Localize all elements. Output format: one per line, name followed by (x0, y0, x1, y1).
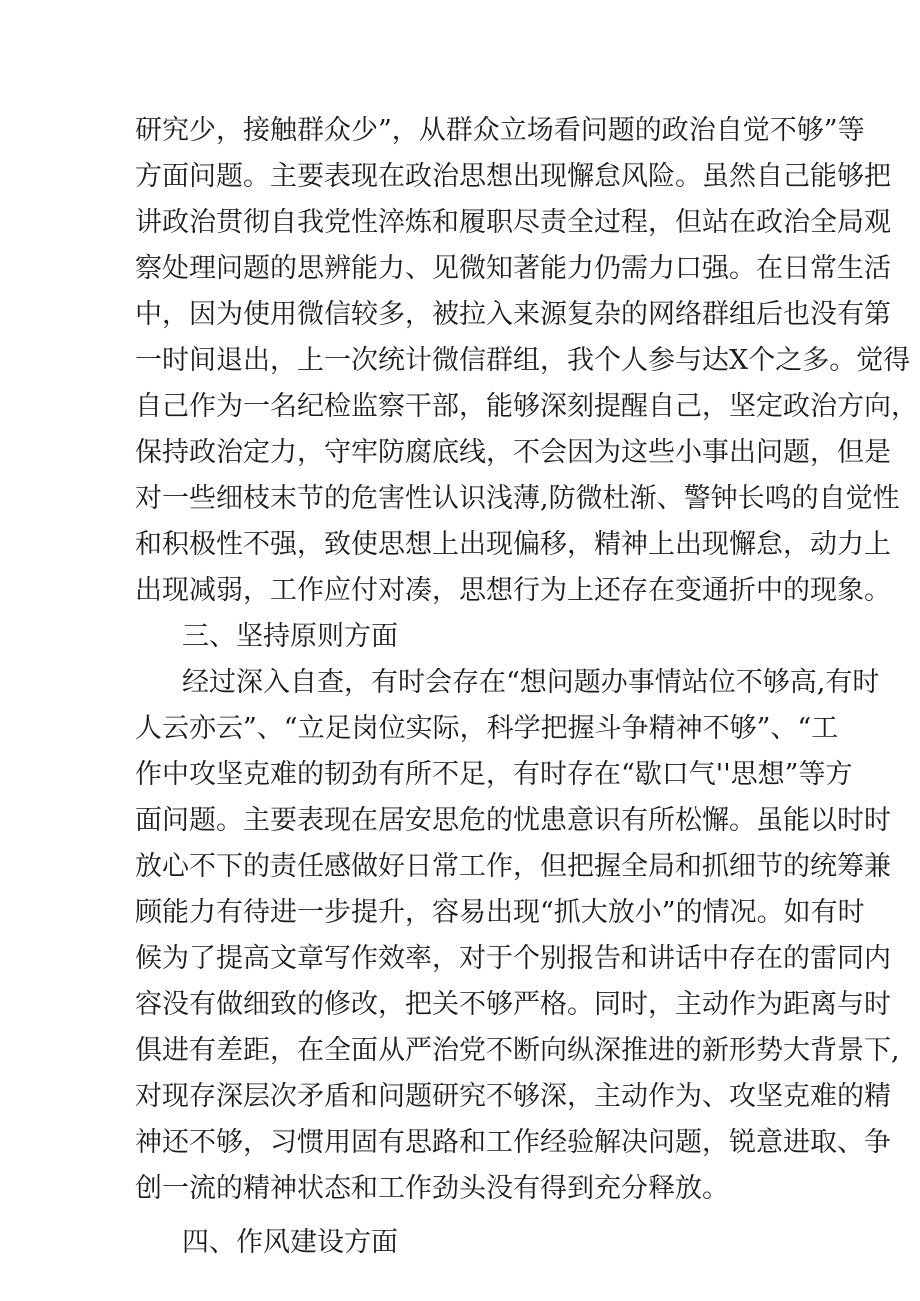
paragraph-line: 对现存深层次矛盾和问题研究不够深，主动作为、攻坚克难的精 (135, 1081, 891, 1112)
paragraph-line: 人云亦云”、“立足岗位实际，科学把握斗争精神不够”、“工 (135, 713, 839, 744)
paragraph-line: 经过深入自查，有时会存在“想问题办事情站位不够高,有时 (182, 667, 880, 698)
paragraph-line: 创一流的精神状态和工作劲头没有得到充分释放。 (135, 1173, 729, 1204)
paragraph-line: 容没有做细致的修改，把关不够严格。同时，主动作为距离与时 (135, 989, 891, 1020)
paragraph-line: 一时间退出，上一次统计微信群组，我个人参与达X个之多。觉得 (135, 345, 911, 376)
paragraph-line: 和积极性不强，致使思想上出现偏移，精神上出现懈怠，动力上 (135, 529, 891, 560)
paragraph-line: 方面问题。主要表现在政治思想出现懈怠风险。虽然自己能够把 (135, 161, 891, 192)
paragraph-line: 神还不够，习惯用固有思路和工作经验解决问题，锐意进取、争 (135, 1127, 891, 1158)
paragraph-line: 出现减弱，工作应付对凑，思想行为上还存在变通折中的现象。 (135, 575, 891, 606)
paragraph-line: 保持政治定力，守牢防腐底线，不会因为这些小事出问题，但是 (135, 437, 891, 468)
section-heading-4: 四、作风建设方面 (182, 1227, 398, 1258)
paragraph-line: 中，因为使用微信较多，被拉入来源复杂的网络群组后也没有第 (135, 299, 891, 330)
paragraph-line: 作中攻坚克难的韧劲有所不足，有时存在“歇口气''思想”等方 (135, 759, 853, 790)
paragraph-line: 研究少，接触群众少”，从群众立场看问题的政治自觉不够”等 (135, 115, 865, 146)
paragraph-line: 讲政治贯彻自我党性淬炼和履职尽责全过程，但站在政治全局观 (135, 207, 891, 238)
paragraph-line: 放心不下的责任感做好日常工作，但把握全局和抓细节的统筹兼 (135, 851, 891, 882)
paragraph-line: 候为了提高文章写作效率，对于个别报告和讲话中存在的雷同内 (135, 943, 891, 974)
paragraph-line: 对一些细枝末节的危害性认识浅薄,防微杜渐、警钟长鸣的自觉性 (135, 483, 900, 514)
paragraph-line: 俱进有差距，在全面从严治党不断向纵深推进的新形势大背景下, (135, 1035, 900, 1066)
section-heading-3: 三、坚持原则方面 (182, 621, 398, 652)
paragraph-line: 面问题。主要表现在居安思危的忧患意识有所松懈。虽能以时时 (135, 805, 891, 836)
paragraph-line: 顾能力有待进一步提升，容易出现“抓大放小”的情况。如有时 (135, 897, 865, 928)
paragraph-line: 察处理问题的思辨能力、见微知著能力仍需力口强。在日常生活 (135, 253, 891, 284)
paragraph-line: 自己作为一名纪检监察干部，能够深刻提醒自己，坚定政治方向， (135, 391, 918, 422)
